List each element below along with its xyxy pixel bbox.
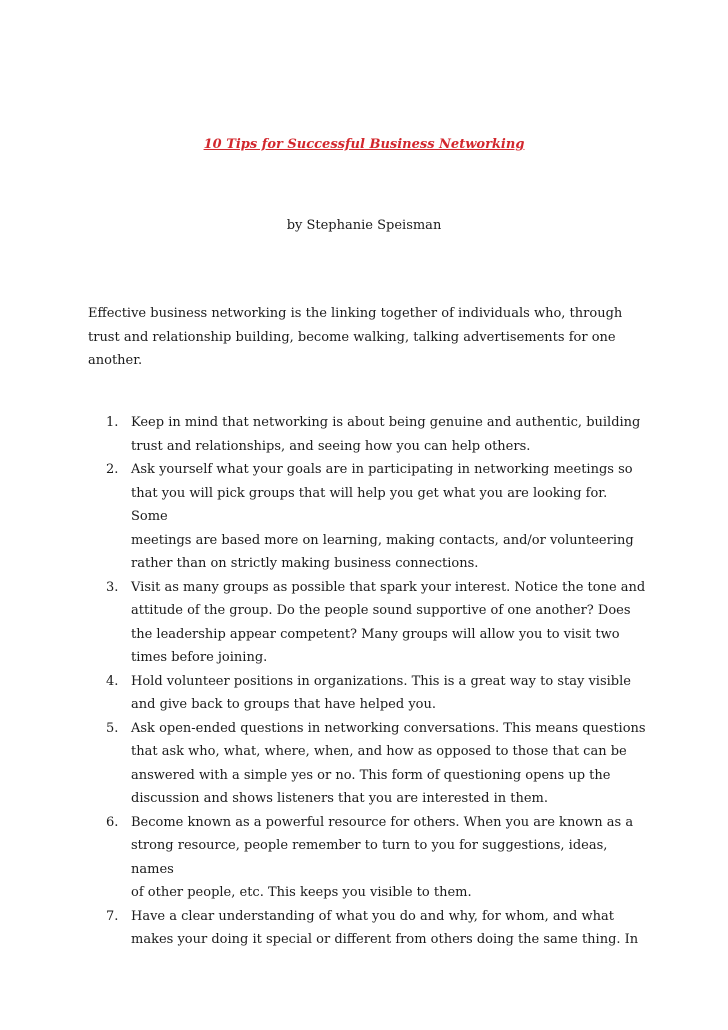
list-item-line: that ask who, what, where, when, and how as opposed to those that can be [131,744,627,759]
list-item-line: discussion and shows listeners that you are interested in them. [131,791,548,806]
list-item-line: rather than on strictly making business connections. [131,556,479,571]
list-item [88,458,648,576]
intro-paragraph [88,302,648,373]
list-item-line: strong resource, people remember to turn to you for suggestions, ideas, names [131,838,608,877]
list-item-line: the leadership appear competent? Many groups will allow you to visit two [131,626,620,642]
list-item [88,670,648,717]
tips-list [88,411,648,952]
list-item-line: answered with a simple yes or no. This form of questioning opens up the [131,767,611,783]
list-item-number: 3. [106,579,119,595]
intro-line: Effective business networking is the linking together of individuals who, through [88,306,623,321]
list-item-line: makes your doing it special or different from others doing the same thing. In [131,932,639,947]
list-item-number: 4. [106,673,119,689]
list-item-line: Ask open-ended questions in networking conversations. This means questions [131,720,646,736]
list-item-number: 6. [106,814,119,830]
list-item [88,905,648,952]
intro-line: another. [88,353,143,368]
list-item-line: Become known as a powerful resource for others. When you are known as a [131,814,634,830]
list-item-line: of other people, etc. This keeps you visible to them. [131,885,472,900]
list-item-line: attitude of the group. Do the people sound supportive of one another? Does [131,603,631,618]
list-item [88,576,648,670]
list-item-line: Keep in mind that networking is about being genuine and authentic, building [131,415,641,430]
list-item-number: 7. [106,908,119,924]
document-title: 10 Tips for Successful Business Networking [203,137,525,152]
intro-line: trust and relationship building, become walking, talking advertisements for one [88,329,616,345]
list-item-line: and give back to groups that have helped you. [131,697,436,712]
list-item-line: trust and relationships, and seeing how you can help others. [131,438,531,454]
list-item [88,811,648,905]
list-item-line: Hold volunteer positions in organizations. This is a great way to stay visible [131,673,631,689]
list-item-line: Ask yourself what your goals are in participating in networking meetings so [131,462,633,477]
list-item-line: Have a clear understanding of what you do and why, for whom, and what [131,908,614,924]
list-item-number: 5. [106,720,119,736]
list-item-line: meetings are based more on learning, making contacts, and/or volunteering [131,532,634,548]
list-item-line: times before joining. [131,650,268,665]
list-item-number: 2. [106,462,119,477]
list-item [88,717,648,811]
author-byline: by Stephanie Speisman [286,218,442,233]
list-item-line: Visit as many groups as possible that spark your interest. Notice the tone and [131,579,646,595]
list-item-line: that you will pick groups that will help you get what you are looking for. Some [131,485,608,524]
list-item [88,411,648,458]
list-item-number: 1. [106,415,119,430]
